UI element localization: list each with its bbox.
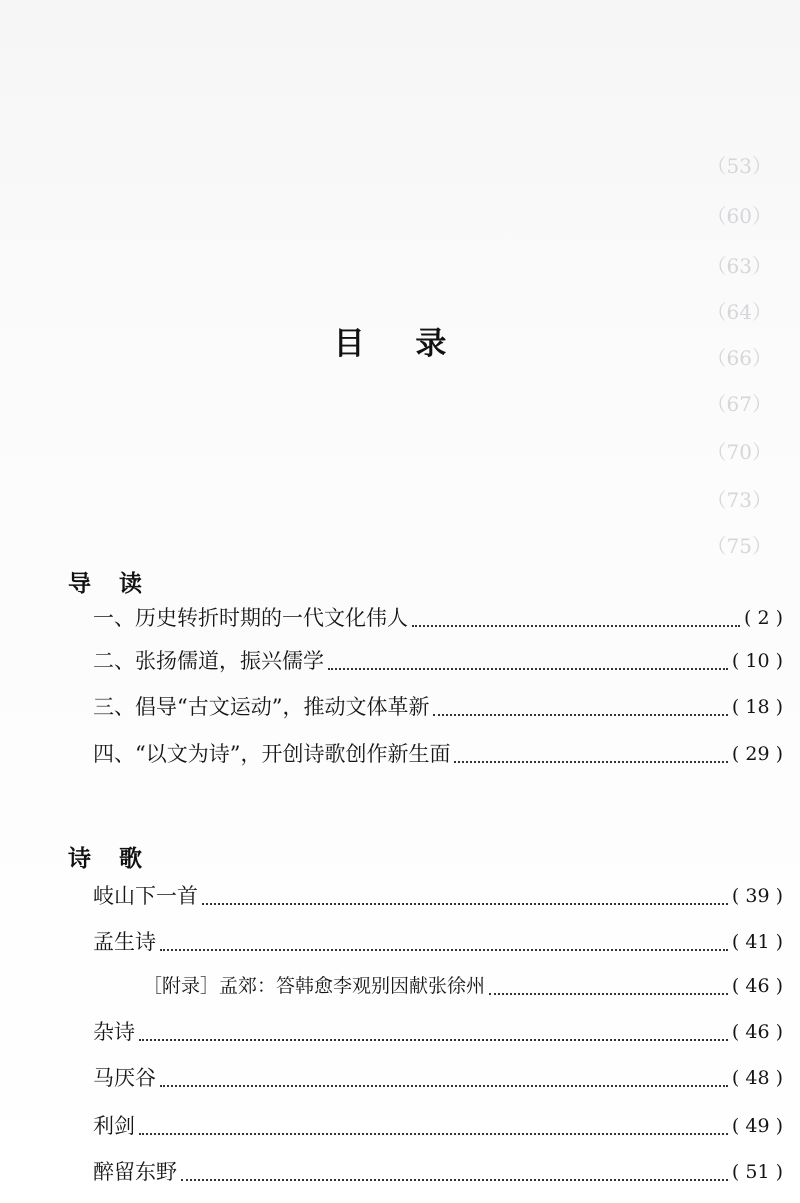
toc-entry-page: ( 51 ): [731, 1161, 783, 1183]
toc-entry[interactable]: [93, 880, 783, 912]
toc-entry-title: 杂诗: [93, 1020, 135, 1044]
section-heading-shige: 诗 歌: [68, 846, 153, 872]
toc-entry-title: 岐山下一首: [93, 884, 198, 908]
toc-entry-title: 三、倡导“古文运动”，推动文体革新: [93, 695, 430, 719]
toc-entry-page: ( 29 ): [731, 743, 783, 765]
toc-entry-page: ( 10 ): [731, 650, 783, 672]
toc-entry-title: 利剑: [93, 1114, 135, 1138]
toc-entry[interactable]: [93, 1156, 783, 1188]
bleed-through-page: （64）: [706, 300, 772, 324]
toc-entry-page: ( 46 ): [731, 975, 783, 997]
dot-leader: [433, 714, 727, 716]
bleed-through-page: （53）: [706, 154, 772, 178]
toc-entry-title: 二、张扬儒道，振兴儒学: [93, 649, 324, 673]
toc-entry[interactable]: [93, 926, 783, 958]
dot-leader: [139, 1039, 728, 1041]
toc-entry[interactable]: [93, 1110, 783, 1142]
toc-entry[interactable]: [93, 602, 783, 634]
page-title: 目 录: [333, 326, 467, 362]
bleed-through-page: （70）: [706, 440, 772, 464]
toc-entry-page: ( 46 ): [731, 1021, 783, 1043]
dot-leader: [328, 668, 728, 670]
dot-leader: [454, 761, 727, 763]
toc-entry[interactable]: [93, 691, 783, 723]
toc-entry-title: 孟生诗: [93, 930, 156, 954]
toc-entry-title: 醉留东野: [93, 1160, 177, 1184]
bleed-through-page: （75）: [706, 534, 772, 558]
toc-entry[interactable]: [93, 1062, 783, 1094]
bleed-through-page: （66）: [706, 346, 772, 370]
dot-leader: [202, 903, 728, 905]
toc-entry-title: ［附录］孟郊：答韩愈李观别因献张徐州: [143, 975, 486, 997]
toc-entry-page: ( 48 ): [731, 1067, 783, 1089]
toc-entry-page: ( 39 ): [731, 885, 783, 907]
section-heading-daodu: 导 读: [68, 571, 153, 597]
toc-entry-title: 一、历史转折时期的一代文化伟人: [93, 606, 408, 630]
bleed-through-page: （60）: [706, 204, 772, 228]
toc-entry[interactable]: [93, 1016, 783, 1048]
bleed-through-page: （73）: [706, 488, 772, 512]
toc-entry-page: ( 49 ): [731, 1115, 783, 1137]
toc-entry-page: ( 18 ): [731, 696, 783, 718]
toc-entry-page: ( 41 ): [731, 931, 783, 953]
toc-entry-title: 马厌谷: [93, 1066, 156, 1090]
toc-entry-appendix[interactable]: [143, 970, 783, 1002]
toc-entry-title: 四、“以文为诗”，开创诗歌创作新生面: [93, 742, 451, 766]
bleed-through-page: （67）: [706, 392, 772, 416]
bleed-through-page: （63）: [706, 254, 772, 278]
dot-leader: [139, 1133, 728, 1135]
dot-leader: [181, 1179, 728, 1181]
toc-entry[interactable]: [93, 645, 783, 677]
toc-entry[interactable]: [93, 738, 783, 770]
dot-leader: [412, 625, 740, 627]
dot-leader: [489, 993, 728, 995]
dot-leader: [160, 949, 728, 951]
dot-leader: [160, 1085, 728, 1087]
bleed-through-text: [100, 150, 800, 181]
toc-entry-page: ( 2 ): [744, 607, 783, 629]
